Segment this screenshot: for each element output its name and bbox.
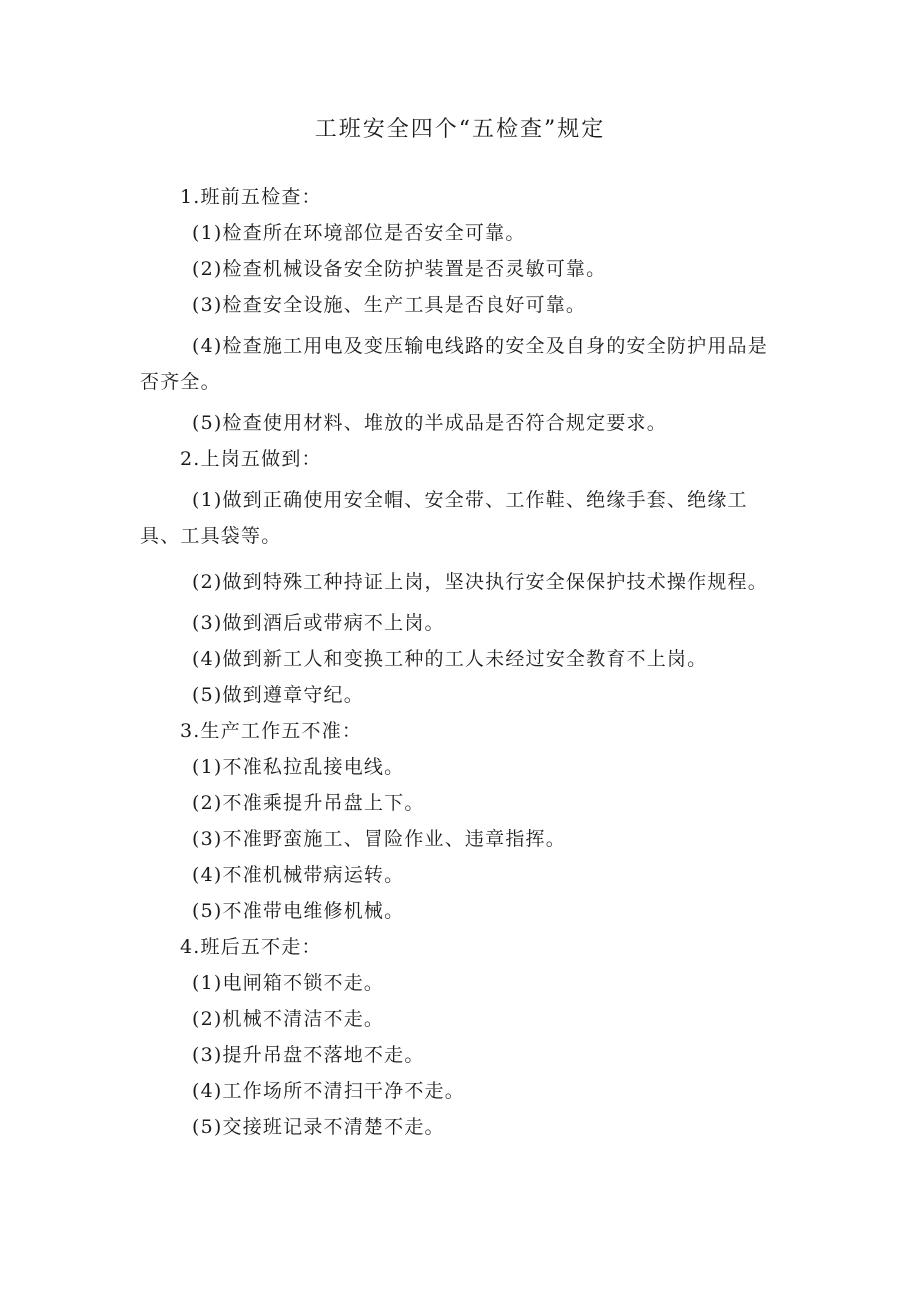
list-item: (2)检查机械设备安全防护装置是否灵敏可靠。 bbox=[192, 258, 607, 280]
list-item: (1)检查所在环境部位是否安全可靠。 bbox=[192, 222, 526, 244]
list-item: (5)做到遵章守纪。 bbox=[192, 684, 364, 706]
list-item: (4)工作场所不清扫干净不走。 bbox=[192, 1080, 465, 1102]
section-heading: 3.生产工作五不准： bbox=[180, 720, 363, 742]
list-item: (3)提升吊盘不落地不走。 bbox=[192, 1044, 425, 1066]
section-heading: 1.班前五检查： bbox=[180, 186, 322, 208]
list-item: (4)不准机械带病运转。 bbox=[192, 864, 405, 886]
list-item: (1)做到正确使用安全帽、安全带、工作鞋、绝缘手套、绝缘工具、工具袋等。 bbox=[140, 489, 748, 547]
list-item: (2)不准乘提升吊盘上下。 bbox=[192, 792, 425, 814]
list-item: (4)做到新工人和变换工种的工人未经过安全教育不上岗。 bbox=[192, 648, 708, 670]
list-item: (5)交接班记录不清楚不走。 bbox=[192, 1116, 445, 1138]
list-item: (5)不准带电维修机械。 bbox=[192, 900, 405, 922]
list-item: (3)不准野蛮施工、冒险作业、违章指挥。 bbox=[192, 828, 566, 850]
document-body bbox=[140, 184, 770, 1150]
section-heading: 2.上岗五做到： bbox=[180, 448, 322, 470]
document-title: 工班安全四个“五检查”规定 bbox=[314, 117, 606, 142]
list-item: (5)检查使用材料、堆放的半成品是否符合规定要求。 bbox=[192, 412, 667, 434]
list-item: (3)做到酒后或带病不上岗。 bbox=[192, 612, 445, 634]
list-item: (1)不准私拉乱接电线。 bbox=[192, 756, 405, 778]
list-item: (2)机械不清洁不走。 bbox=[192, 1008, 385, 1030]
list-item: (3)检查安全设施、生产工具是否良好可靠。 bbox=[192, 294, 587, 316]
list-item: (4)检查施工用电及变压输电线路的安全及自身的安全防护用品是否齐全。 bbox=[140, 335, 768, 393]
list-item: (2)做到特殊工种持证上岗，坚决执行安全保保护技术操作规程。 bbox=[192, 571, 768, 593]
list-item: (1)电闸箱不锁不走。 bbox=[192, 972, 385, 994]
section-heading: 4.班后五不走： bbox=[180, 936, 322, 958]
